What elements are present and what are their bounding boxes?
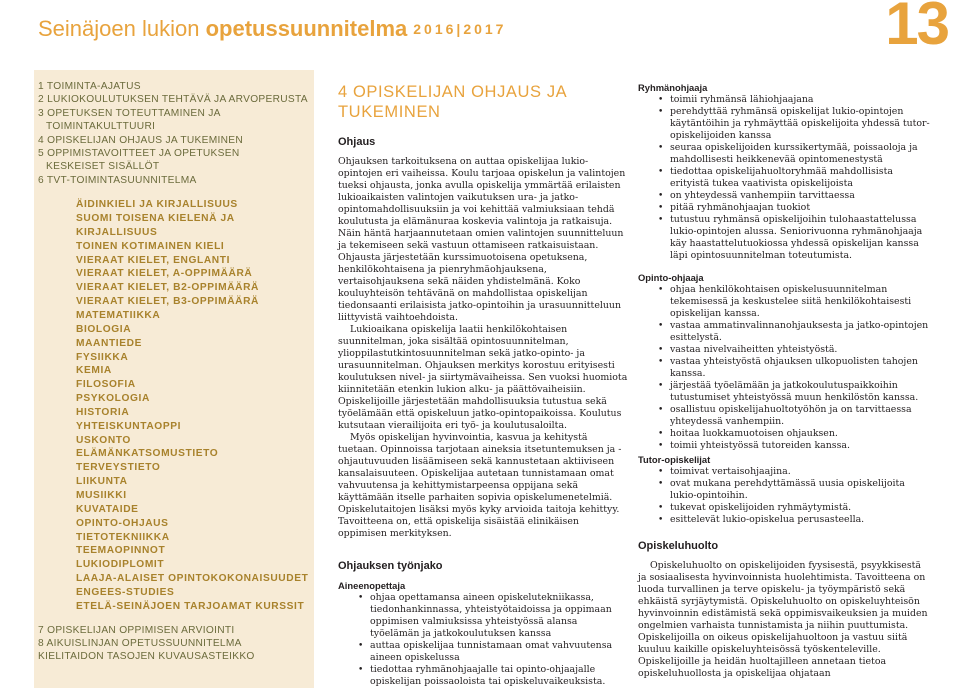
toc-subject-entry[interactable]: MUSIIKKI [76, 489, 127, 501]
list-item: • tutustuu ryhmänsä opiskelijoihin tulohaastattelussa lukio-opintojen alussa. Seniorivuonna ryhmänohjaaja käy haastattelutuokiossa yhdessä opiskelijan kanssa läpi opintosuunnitelman toteutumista. [670, 214, 930, 262]
page-header [38, 16, 506, 50]
toc-subject-entry[interactable]: MAANTIEDE [76, 337, 142, 349]
toc-subject-list [38, 198, 314, 613]
table-of-contents [34, 70, 314, 688]
list-item: • auttaa opiskelijaa tunnistamaan omat vahvuutensa aineen opiskelussa [370, 640, 628, 664]
list-item: • toimii yhteistyössä tutoreiden kanssa. [670, 440, 930, 452]
toc-subject-entry[interactable]: PSYKOLOGIA [76, 393, 150, 405]
toc-subject-entry[interactable]: BIOLOGIA [76, 323, 132, 335]
toc-entry[interactable]: 2 LUKIOKOULUTUKSEN TEHTÄVÄ JA ARVOPERUSTA [38, 94, 308, 106]
toc-subject-entry[interactable]: LUKIODIPLOMIT [76, 559, 165, 571]
toc-subject-entry[interactable]: KUVATAIDE [76, 503, 139, 515]
ohjaus-text [338, 156, 628, 540]
toc-subject-entry[interactable]: LAAJA-ALAISET OPINTOKOKONAISUUDET [76, 573, 309, 585]
paragraph: Myös opiskelijan hyvinvointia, kasvua ja kehitystä tuetaan. Opinnoissa tarjotaan aineksia itsetuntemuksen ja -ohjautuvuuden lisäämiseen sekä kannustetaan aktiiviseen kansalaisuuteen. Opiskelijaa autetaan tunnistamaan omat vahvuutensa ja kehittymistarpeensa oppijana sekä käyttämään itselle parhaiten sopivia opiskelumenetelmiä. Opiskelutaitojen lisäksi myös kyky arvioida taitoja kehittyy. Tavoitteena on, että opiskelija sisäistää elinikäisen oppimisen merkityksen. [338, 432, 622, 539]
list-item: • esittelevät lukio-opiskelua perusasteella. [670, 514, 930, 526]
opiskeluhuolto-heading: Opiskeluhuolto [638, 540, 719, 552]
toc-subject-entry[interactable]: TEEMAOPINNOT [76, 545, 166, 557]
list-item: • vastaa nivelvaiheitten yhteistyöstä. [670, 344, 930, 356]
toc-subject-entry[interactable]: KEMIA [76, 365, 112, 377]
toc-entry[interactable]: 8 AIKUISLINJAN OPETUSSUUNNITELMA [38, 637, 242, 649]
toc-main-list [38, 80, 314, 187]
list-item: • vastaa ammatinvalinnanohjauksesta ja jatko-opintojen esittelystä. [670, 320, 930, 344]
toc-entry[interactable]: KESKEISET SISÄLLÖT [46, 161, 160, 173]
list-item: • perehdyttää ryhmänsä opiskelijat lukio-opintojen käytäntöihin ja ryhmäyttää opiskelijoita yhdessä tutor-opiskelijoiden kanssa [670, 106, 930, 142]
ryhmanohjaaja-heading: Ryhmänohjaaja [638, 82, 708, 93]
list-item: • hoitaa luokkamuotoisen ohjauksen. [670, 428, 930, 440]
list-item: • toimii ryhmänsä lähiohjaajana [670, 94, 930, 106]
toc-subject-entry[interactable]: MATEMATIIKKA [76, 310, 161, 321]
aineenopettaja-list [338, 592, 628, 688]
toc-entry[interactable]: 7 OPISKELIJAN OPPIMISEN ARVIOINTI [38, 624, 235, 636]
tyonjako-heading: Ohjauksen työnjako [338, 560, 443, 572]
toc-subject-entry[interactable]: ETELÄ-SEINÄJOEN TARJOAMAT KURSSIT [76, 600, 305, 612]
aineenopettaja-heading: Aineenopettaja [338, 580, 406, 591]
paragraph: Ohjauksen tarkoituksena on auttaa opiskelijaa lukio-opintojen eri vaiheissa. Koulu tarjoaa opiskelun ja valintojen tueksi ohjausta, jonka avulla opiskelija ymmärtää erilaisten lukioaikaisten valintojen vaikutuksen ura- ja jatko-opintomahdollisuuksiin ja voi kehittää valmiuksiaan tehdä koulutusta ja elämänuraa koskevia valintoja ja ratkaisuja. Näin häntä harjaannutetaan omien valintojen suunnitteluun ja tekemiseen sekä vastuun ottamiseen ratkaisuistaan. Ohjausta järjestetään kurssimuotoisena opetuksena, henkilökohtaisena ja pienryhmäohjauksena, vertaisohjauksena sekä näiden yhdistelmänä. Koko kouluyhteisön tehtävänä on mahdollistaa opiskelijan tiedonsaanti erilaisista jatko-opintoihin ja urasuunnitteluun liittyvistä vaihtoehdoista. [338, 156, 626, 323]
page-number: 13 [885, 0, 948, 57]
toc-entry[interactable]: 4 OPISKELIJAN OHJAUS JA TUKEMINEN [38, 134, 244, 146]
toc-subject-entry[interactable]: ELÄMÄNKATSOMUSTIETO [76, 448, 219, 460]
right-column [638, 82, 930, 680]
toc-subject-entry[interactable]: TERVEYSTIETO [76, 462, 161, 474]
toc-subject-entry[interactable]: TIETOTEKNIIKKA [76, 531, 170, 543]
toc-subject-entry[interactable]: FILOSOFIA [76, 379, 136, 391]
middle-column [338, 82, 628, 688]
toc-subject-entry[interactable]: ÄIDINKIELI JA KIRJALLISUUS [76, 199, 238, 211]
toc-subject-entry[interactable]: LIIKUNTA [76, 476, 128, 488]
list-item: • osallistuu opiskelijahuoltotyöhön ja on tarvittaessa yhteydessä vanhempiin. [670, 404, 930, 428]
list-item: • ovat mukana perehdyttämässä uusia opiskelijoita lukio-opintoihin. [670, 478, 930, 502]
header-title-normal: Seinäjoen lukion [38, 16, 206, 41]
list-item: • ohjaa henkilökohtaisen opiskelusuunnitelman tekemisessä ja keskustelee siitä henkilökohtaisesti opiskelijan kanssa. [670, 284, 930, 320]
toc-subject-entry[interactable]: OPINTO-OHJAUS [76, 517, 169, 529]
toc-entry[interactable]: 1 TOIMINTA-AJATUS [38, 81, 141, 92]
list-item: • toimivat vertaisohjaajina. [670, 466, 930, 478]
toc-bottom-list [38, 624, 314, 664]
toc-subject-entry[interactable]: VIERAAT KIELET, B3-OPPIMÄÄRÄ [76, 296, 260, 308]
list-item: • vastaa yhteistyöstä ohjauksen ulkopuolisten tahojen kanssa. [670, 356, 930, 380]
header-title-bold: opetussuunnitelma [205, 16, 408, 41]
ryhmanohjaaja-list [638, 94, 930, 262]
toc-subject-entry[interactable]: ENGEES-STUDIES [76, 586, 175, 598]
list-item: • seuraa opiskelijoiden kurssikertymää, poissaoloja ja mahdollisesti heikkenevää opintomenestystä [670, 142, 930, 166]
tutor-heading: Tutor-opiskelijat [638, 454, 711, 465]
tutor-list [638, 466, 930, 526]
toc-subject-entry[interactable]: USKONTO [76, 434, 131, 446]
toc-subject-entry[interactable]: VIERAAT KIELET, B2-OPPIMÄÄRÄ [76, 282, 260, 294]
list-item: • järjestää työelämään ja jatkokoulutuspaikkoihin tutustumiset yhteistyössä muun henkilöstön kanssa. [670, 380, 930, 404]
opiskeluhuolto-text: Opiskeluhuolto on opiskelijoiden fyysisestä, psyykkisestä ja sosiaalisesta hyvinvoinnista huolehtimista. Tavoitteena on luoda turvallinen ja terve opiskelu- ja työympäristö sekä ehkäistä syrjäytymistä. Opiskeluhuolto on opiskeluyhteisön hyvinvoinnin edistämistä sekä oppimisvaikeuksien ja muiden ongelmien varhaista tunnistamista ja niihin puuttumista. Opiskelijoilla on oikeus opiskelijahuoltoon ja vastuu siitä kuuluu kaikille opiskeluyhteisössä työskenteleville. Opiskelijoille ja heidän huoltajilleen annetaan tietoa opiskeluhuollosta ja opiskelijaa ohjataan [638, 560, 928, 679]
toc-entry[interactable]: 5 OPPIMISTAVOITTEET JA OPETUKSEN [38, 148, 240, 160]
opinto-ohjaaja-heading: Opinto-ohjaaja [638, 272, 704, 283]
toc-subject-entry[interactable]: HISTORIA [76, 406, 130, 418]
toc-subject-entry[interactable]: TOINEN KOTIMAINEN KIELI [76, 240, 225, 252]
list-item: • tiedottaa ryhmänohjaajalle tai opinto-ohjaajalle opiskelijan poissaoloista tai opiskeluvaikeuksista. [370, 664, 628, 688]
toc-subject-entry[interactable]: VIERAAT KIELET, A-OPPIMÄÄRÄ [76, 268, 253, 280]
header-year: 2016|2017 [413, 21, 507, 37]
list-item: • ohjaa opettamansa aineen opiskelutekniikassa, tiedonhankinnassa, yhteistyötaidoissa ja oppimaan oppimisen valmiuksissa yhteistyössä alansa työelämän ja jatkokoulutuksen kanssa [370, 592, 628, 640]
toc-entry[interactable]: 6 TVT-TOIMINTASUUNNITELMA [38, 174, 197, 186]
toc-entry[interactable]: 3 OPETUKSEN TOTEUTTAMINEN JA [38, 107, 221, 119]
opinto-ohjaaja-list [638, 284, 930, 452]
toc-subject-entry[interactable]: FYSIIKKA [76, 351, 129, 363]
list-item: • tiedottaa opiskelijahuoltoryhmää mahdollisista erityistä tukea vaativista opiskelijoista [670, 166, 930, 190]
toc-subject-entry[interactable]: VIERAAT KIELET, ENGLANTI [76, 254, 231, 266]
toc-subject-entry[interactable]: SUOMI TOISENA KIELENÄ JA KIRJALLISUUS [76, 213, 235, 238]
ohjaus-heading: Ohjaus [338, 136, 376, 148]
paragraph: Lukioaikana opiskelija laatii henkilökohtaisen suunnitelman, joka sisältää opintosuunnitelman, ylioppilastutkintosuunnitelman sekä jatko-opinto- ja urasuunnitelman. Ohjauksen merkitys korostuu erityisesti koulutuksen nivel- ja siirtymävaiheissa. Sen vuoksi huomiota kiinnitetään etenkin lukion alku- ja päättövaiheisiin. Opiskelijoille järjestetään mahdollisuuksia tutustua sekä työelämään että opiskeluun jatko-opintopaikoissa. Koulutus kutsutaan vierailijoita eri työ- ja koulutusaloilta. [338, 324, 628, 431]
toc-subject-entry[interactable]: YHTEISKUNTAOPPI [76, 420, 182, 432]
section-title: 4 OPISKELIJAN OHJAUS JA TUKEMINEN [338, 83, 567, 121]
toc-entry[interactable]: KIELITAIDON TASOJEN KUVAUSASTEIKKO [38, 651, 255, 663]
list-item: • pitää ryhmänohjaajan tuokiot [670, 202, 930, 214]
toc-entry[interactable]: TOIMINTAKULTTUURI [46, 121, 156, 133]
list-item: • on yhteydessä vanhempiin tarvittaessa [670, 190, 930, 202]
list-item: • tukevat opiskelijoiden ryhmäytymistä. [670, 502, 930, 514]
